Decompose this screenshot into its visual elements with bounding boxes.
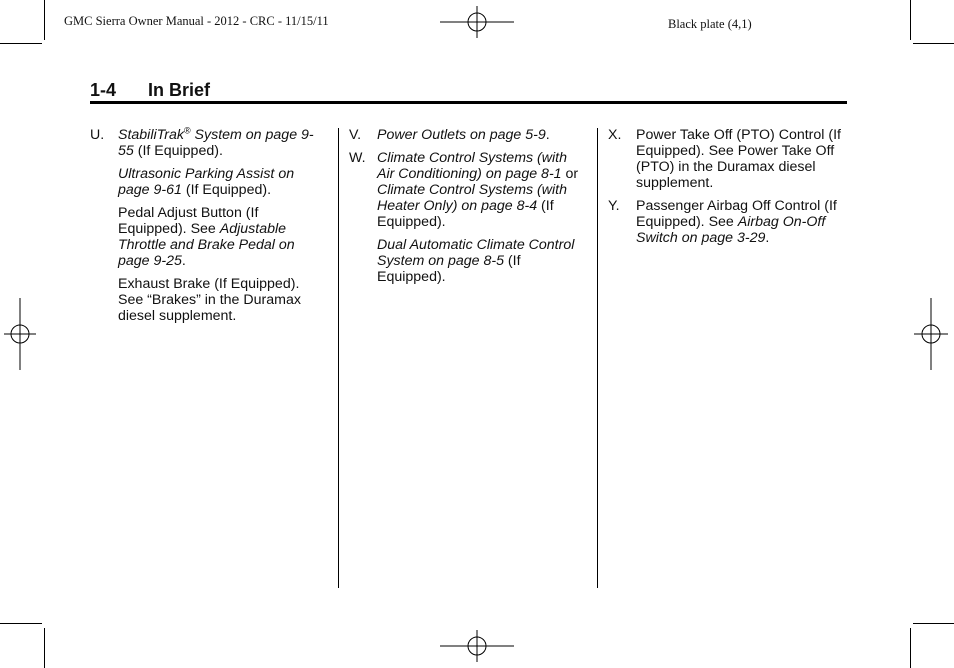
stabilitrak-link-cont[interactable]: System on page 9-55: [118, 127, 314, 159]
list-subitem: [90, 205, 322, 269]
adjustable-pedal-link[interactable]: Adjustable Throttle and Brake Pedal on page 9-25: [118, 221, 295, 269]
crop-mark: [44, 628, 45, 668]
list-item-w: [349, 150, 584, 230]
item-text: Exhaust Brake (If Equipped). See “Brakes” in the Duramax diesel supplement.: [118, 276, 301, 324]
item-text: (If Equipped).: [377, 253, 521, 285]
item-text: .: [765, 230, 770, 246]
list-subitem: [90, 166, 322, 198]
registration-mark-icon: [440, 630, 514, 662]
item-letter: U.: [90, 127, 105, 143]
item-text: Passenger Airbag Off Control (If Equipped). See: [636, 198, 837, 230]
dual-climate-link[interactable]: Dual Automatic Climate Control System on page 8-5: [377, 237, 575, 269]
list-item-v: [349, 127, 584, 143]
ultrasonic-parking-link[interactable]: Ultrasonic Parking Assist on page 9-61: [118, 166, 295, 198]
climate-ac-link[interactable]: Climate Control Systems (with Air Conditioning) on page 8-1: [377, 150, 568, 182]
crop-mark: [910, 0, 911, 40]
print-header-right: Black plate (4,1): [668, 17, 752, 31]
list-item-x: [608, 127, 848, 191]
column-3: [608, 127, 848, 253]
item-text: .: [181, 253, 186, 269]
item-text: (If Equipped).: [377, 198, 554, 230]
item-letter: X.: [608, 127, 622, 143]
crop-mark: [913, 43, 954, 44]
item-letter: Y.: [608, 198, 620, 214]
item-text: Power Take Off (PTO) Control (If Equipped). See Power Take Off (PTO) in the Duramax diesel supplement.: [636, 127, 841, 191]
item-letter: W.: [349, 150, 366, 166]
registration-mark-icon: [440, 6, 514, 38]
crop-mark: [0, 623, 42, 624]
climate-heater-link[interactable]: Climate Control Systems (with Heater Only) on page 8-4: [377, 182, 568, 214]
list-item-u: [90, 127, 322, 159]
item-text: (If Equipped).: [133, 143, 223, 159]
column-1: [90, 127, 322, 331]
crop-mark: [44, 0, 45, 40]
registration-mark-icon: [4, 298, 36, 370]
section-title: In Brief: [148, 80, 211, 100]
item-text: .: [545, 127, 550, 143]
column-2: [349, 127, 584, 292]
heading-rule: [90, 101, 847, 104]
crop-mark: [913, 623, 954, 624]
item-letter: V.: [349, 127, 362, 143]
list-subitem: [349, 237, 584, 285]
power-outlets-link[interactable]: Power Outlets on page 5-9: [377, 127, 546, 143]
column-divider: [338, 128, 339, 588]
column-divider: [597, 128, 598, 588]
print-header-left: GMC Sierra Owner Manual - 2012 - CRC - 11/15/11: [64, 14, 329, 28]
registration-mark-icon: [914, 298, 948, 370]
registered-mark: ®: [183, 125, 191, 136]
section-heading: [90, 80, 210, 101]
item-text: (If Equipped).: [181, 182, 272, 198]
list-item-y: [608, 198, 848, 246]
item-text: Pedal Adjust Button (If Equipped). See: [118, 205, 259, 237]
stabilitrak-link[interactable]: StabiliTrak: [118, 127, 184, 143]
list-subitem: [90, 276, 322, 324]
airbag-switch-link[interactable]: Airbag On-Off Switch on page 3-29: [636, 214, 826, 246]
section-number: 1-4: [90, 80, 117, 100]
crop-mark: [0, 43, 42, 44]
item-text: or: [561, 166, 579, 182]
crop-mark: [910, 628, 911, 668]
